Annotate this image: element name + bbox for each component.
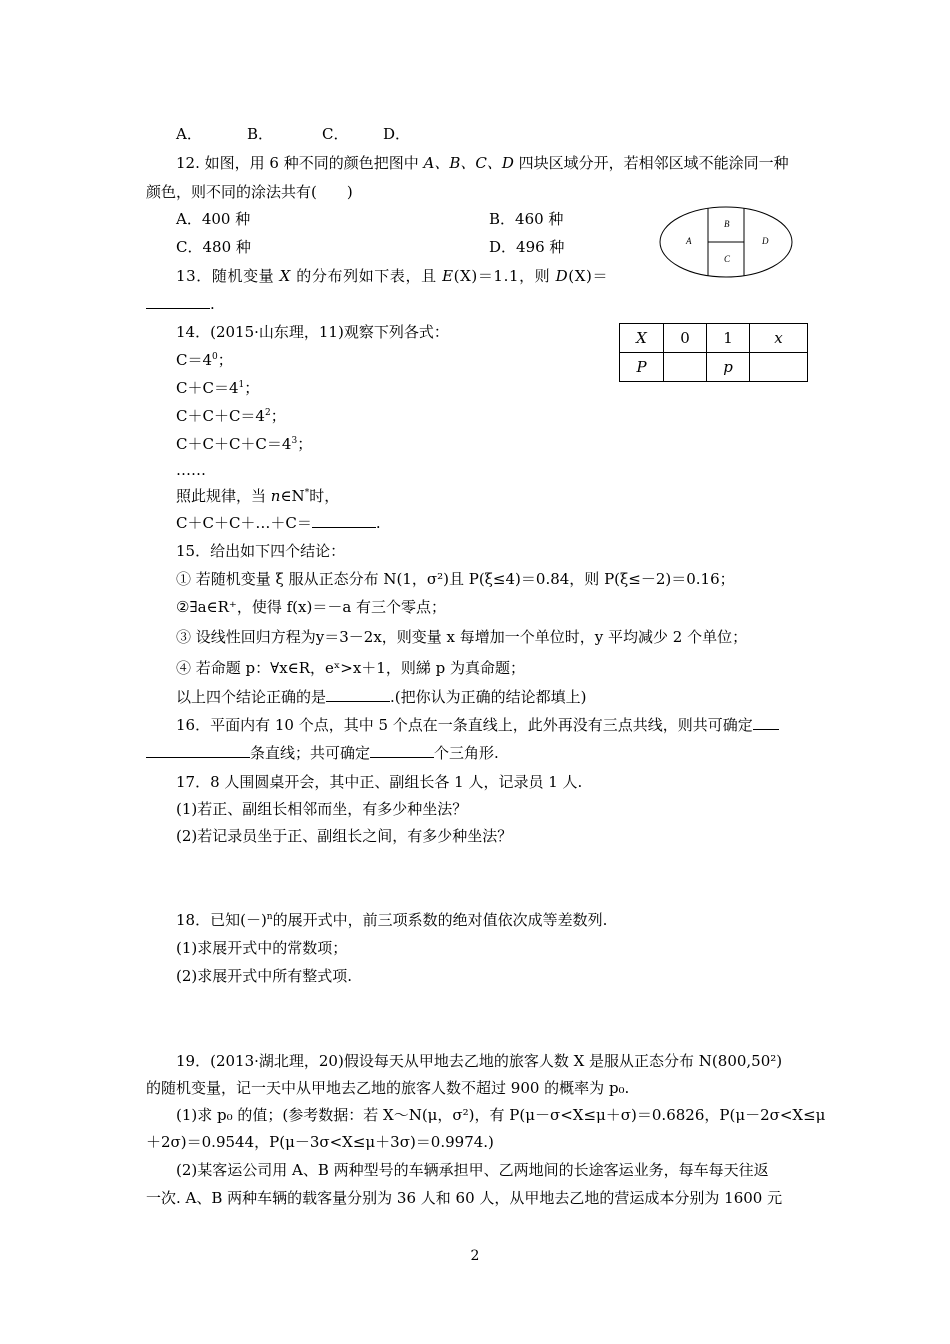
q13-end: ＝ — [592, 267, 609, 285]
q17-part-2: (2)若记录员坐于正、副组长之间，有多少种坐法？ — [176, 827, 513, 845]
q15-conclusion-3: ③ 设线性回归方程为y＝3－2x，则变量 x 每增加一个单位时，y 平均减少 2 个单位； — [176, 628, 748, 646]
table-cell-p-label — [620, 353, 664, 382]
q14-f3: C＋C＋C＝4 — [176, 407, 265, 425]
q14-f3-end: ； — [270, 407, 286, 425]
q16-line2-mid: 条直线；共可确定 — [250, 744, 371, 762]
q16-line2-end: 个三角形. — [434, 744, 499, 762]
q15-tail — [176, 687, 587, 707]
table-cell-text: X — [636, 329, 647, 347]
q14-last: C＋C＋C＋…＋C＝ — [176, 514, 312, 532]
table-row — [620, 324, 808, 353]
q12-option-b: B．460 种 — [489, 210, 564, 228]
q14-f2-sup: 1 — [238, 380, 245, 390]
q18-pre: 18．已知(－) — [176, 911, 267, 929]
q14-f1: C＝4 — [176, 351, 213, 369]
q14-formula-4 — [176, 434, 312, 454]
q17-part-1: (1)若正、副组长相邻而坐，有多少种坐法？ — [176, 800, 468, 818]
q13-stem — [176, 266, 608, 286]
q15-conclusion-4: ④ 若命题 p：∀x∈R，eˣ>x＋1，则綈 p 为真命题； — [176, 659, 525, 677]
q15-tail-pre: 以上四个结论正确的是 — [176, 688, 327, 706]
q13-eq: ＝1.1，则 — [477, 267, 556, 285]
q18-part-2: (2)求展开式中所有整式项. — [176, 967, 353, 985]
q19-line-3: (1)求 p₀ 的值；(参考数据：若 X～N(μ，σ²)，有 P(μ－σ<X≤μ＋σ)＝0.6826，P(μ－2σ<X≤μ — [176, 1106, 826, 1124]
q14-formula-3 — [176, 406, 286, 426]
diagram-label-b: B — [724, 219, 730, 229]
q14-answer — [176, 513, 381, 533]
table-cell-1: 1 — [707, 324, 750, 353]
q13-var: X — [279, 267, 291, 285]
q16-blank-1b — [146, 743, 250, 758]
q14-blank — [312, 513, 376, 528]
q16-line1: 16．平面内有 10 个点，其中 5 个点在一条直线上，此外再没有三点共线，则共可确定 — [176, 716, 753, 734]
diagram-label-a: A — [686, 236, 692, 246]
table-cell-text: x — [774, 329, 783, 347]
q19-line-6: 一次. A、B 两种车辆的载客量分别为 36 人和 60 人，从甲地去乙地的营运成本分别为 1600 元 — [146, 1189, 783, 1207]
table-cell-text: P — [636, 358, 647, 376]
q14-f4: C＋C＋C＋C＝4 — [176, 435, 292, 453]
q15-conclusion-1: ① 若随机变量 ξ 服从正态分布 N(1，σ²)且 P(ξ≤4)＝0.84，则 P(ξ≤－2)＝0.16； — [176, 570, 735, 588]
q19-line-1: 19．(2013·湖北理，20)假设每天从甲地去乙地的旅客人数 X 是服从正态分布 N(800,50²) — [176, 1052, 783, 1070]
diagram-label-d: D — [762, 236, 769, 246]
q14-rule-sup: * — [304, 488, 310, 498]
table-cell-x — [750, 324, 808, 353]
q15-tail-post: .(把你认为正确的结论都填上) — [390, 688, 587, 706]
distribution-table — [619, 323, 808, 382]
q13-d: D — [555, 267, 569, 285]
q14-last-end: . — [375, 514, 381, 532]
q14-f2: C＋C＝4 — [176, 379, 239, 397]
q19-line-5: (2)某客运公司用 A、B 两种型号的车辆承担甲、乙两地间的长途客运业务，每车每天往返 — [176, 1161, 769, 1179]
q14-ellipsis: …… — [176, 461, 206, 479]
table-cell-empty — [664, 353, 707, 382]
q12-stem-line2: 颜色，则不同的涂法共有( ) — [146, 183, 353, 201]
q12-stem-regions: A、B、C、D — [423, 154, 514, 172]
q18-sup: n — [266, 912, 273, 922]
q14-rule — [176, 486, 339, 506]
page-number: 2 — [470, 1248, 480, 1264]
q14-f4-sup: 3 — [291, 436, 298, 446]
q15-stem: 15．给出如下四个结论： — [176, 542, 346, 560]
q16-line2 — [146, 743, 499, 763]
q18-part-1: (1)求展开式中的常数项； — [176, 939, 348, 957]
q13-d-arg: (X) — [568, 267, 593, 285]
q17-stem: 17．8 人围圆桌开会，其中正、副组长各 1 人，记录员 1 人. — [176, 773, 583, 791]
q13-mid: 的分布列如下表，且 — [290, 267, 443, 285]
q14-rule-n: n — [270, 487, 281, 505]
table-row — [620, 353, 808, 382]
q16-stem — [176, 715, 779, 735]
q16-blank-1a — [753, 715, 779, 730]
q14-f1-sup: 0 — [212, 352, 218, 362]
q11-option-d: D． — [383, 125, 411, 143]
q13-blank — [146, 294, 210, 309]
table-cell-0: 0 — [664, 324, 707, 353]
q11-option-b: B． — [247, 125, 274, 143]
q12-stem — [176, 153, 789, 173]
q14-formula-2 — [176, 378, 259, 398]
q14-f2-end: ； — [244, 379, 260, 397]
q14-rule-end: 时， — [309, 487, 340, 505]
table-cell-text: p — [723, 358, 733, 376]
q12-option-d: D．496 种 — [489, 238, 565, 256]
q14-formula-1 — [176, 350, 233, 370]
q18-post: 的展开式中，前三项系数的绝对值依次成等差数列. — [272, 911, 608, 929]
q11-option-c: C． — [322, 125, 349, 143]
q14-stem: 14．(2015·山东理，11)观察下列各式： — [176, 323, 449, 341]
q19-line-4: ＋2σ)＝0.9544，P(μ－3σ<X≤μ＋3σ)＝0.9974.) — [146, 1133, 494, 1151]
q18-stem — [176, 910, 607, 930]
q13-pre: 13．随机变量 — [176, 267, 280, 285]
q11-option-a: A． — [176, 125, 202, 143]
q13-line2-end: . — [210, 295, 215, 313]
region-diagram — [658, 205, 794, 279]
q12-stem-pre: 12. 如图，用 6 种不同的颜色把图中 — [176, 154, 424, 172]
q16-blank-2 — [370, 743, 434, 758]
q13-e: E — [442, 267, 454, 285]
q13-e-arg: (X) — [453, 267, 478, 285]
table-cell-x-label — [620, 324, 664, 353]
q14-f1-end: ； — [217, 351, 233, 369]
q14-rule-pre: 照此规律，当 — [176, 487, 271, 505]
q19-line-2: 的随机变量，记一天中从甲地去乙地的旅客人数不超过 900 的概率为 p₀. — [146, 1079, 630, 1097]
q12-option-c: C．480 种 — [176, 238, 251, 256]
q15-conclusion-2: ②∃a∈R⁺，使得 f(x)＝－a 有三个零点； — [176, 598, 447, 616]
q12-option-a: A．400 种 — [176, 210, 251, 228]
q12-stem-post: 四块区域分开，若相邻区域不能涂同一种 — [513, 154, 789, 172]
q14-rule-mid: ∈N — [280, 487, 305, 505]
table-cell-empty — [750, 353, 808, 382]
diagram-label-c: C — [724, 254, 731, 264]
q13-answer-line — [146, 294, 215, 314]
table-cell-p — [707, 353, 750, 382]
q14-f4-end: ； — [297, 435, 313, 453]
q15-blank — [326, 687, 390, 702]
q14-f3-sup: 2 — [264, 408, 271, 418]
